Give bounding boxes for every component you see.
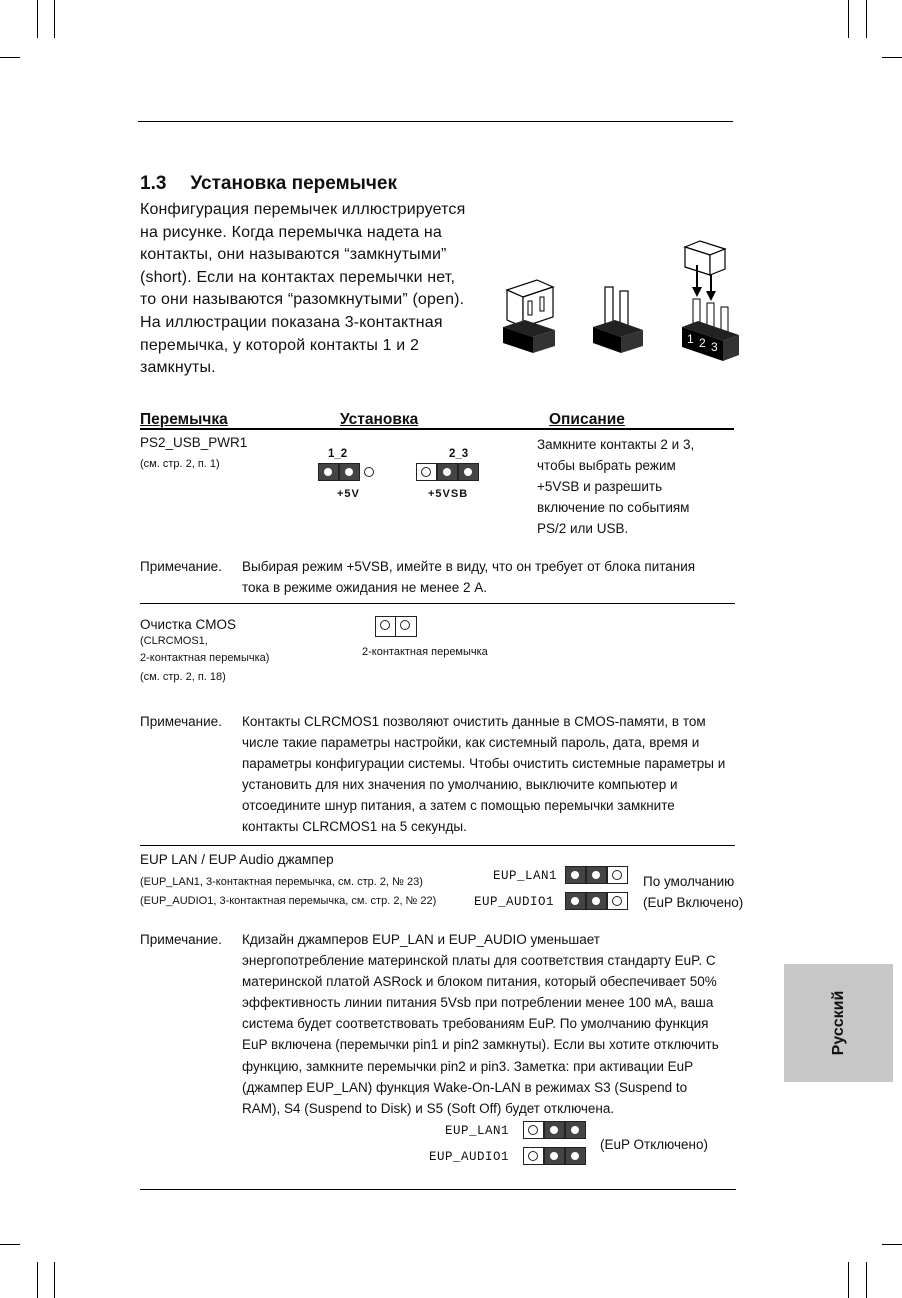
cmos-jumper xyxy=(375,616,417,637)
ps2-ref: (см. стр. 2, п. 1) xyxy=(140,458,220,470)
crop-mark xyxy=(848,1262,849,1298)
eup-default-state: (EuP Включено) xyxy=(643,895,744,910)
cmos-info: Очистка CMOS (CLRCMOS1, 2-контактная перемычка) (см. стр. 2, п. 18) xyxy=(140,617,270,683)
eup-lan-jumper-default xyxy=(565,866,628,884)
header-setting: Установка xyxy=(340,411,419,428)
jumper-figure xyxy=(495,235,745,365)
language-tab-label: Русский xyxy=(830,990,847,1056)
jumper-open-icon xyxy=(593,287,643,353)
crop-mark xyxy=(866,1262,867,1298)
three-pin-jumper-icon xyxy=(682,241,739,361)
header-jumper: Перемычка xyxy=(140,411,228,428)
crop-mark xyxy=(0,1244,20,1245)
ps2-opt1-label: 1_2 xyxy=(328,448,348,460)
language-tab xyxy=(784,964,893,1082)
ps2-opt1-jumper xyxy=(318,463,384,481)
pin-label-3: 3 xyxy=(711,340,718,354)
cmos-note-text: Контакты CLRCMOS1 позволяют очистить данные в CMOS-памяти, в том числе такие параметры настройки, как системный пароль, дата, время и параметры конфигурации системы. Чтобы очистить системные параметры и установить для них значения по умолчанию, выключите компьютер и отсоедините шнур питания, а затем с помощью перемычки замкните контакты CLRCMOS1 на 5 секунды. xyxy=(242,714,726,835)
ps2-note-text: Выбирая режим +5VSB, имейте в виду, что он требует от блока питания тока в режиме ожидания не менее 2 А. xyxy=(242,559,696,596)
eup-audio-label-disabled: EUP_AUDIO1 xyxy=(429,1150,510,1164)
ps2-opt2-value: +5VSB xyxy=(428,488,469,500)
ps2-opt2-label: 2_3 xyxy=(449,448,469,460)
header-rule xyxy=(140,428,734,430)
jumper-with-cap-icon xyxy=(503,280,555,353)
pin-label-1: 1 xyxy=(687,332,694,346)
cmos-note-label: Примечание. xyxy=(140,714,222,729)
pin-label-2: 2 xyxy=(699,336,706,350)
crop-mark xyxy=(37,1262,38,1298)
eup-audio-label: EUP_AUDIO1 xyxy=(474,895,555,909)
ps2-opt1-value: +5V xyxy=(337,488,360,500)
intro-paragraph: Конфигурация перемычек иллюстрируется на рисунке. Когда перемычка надета на контакты, они называются “замкнутыми” (short). Если на контактах перемычки нет, то они называются “разомкнутыми” (open). На иллюстрации показана 3-контактная перемычка, у которой контакты 1 и 2 замкнуты. xyxy=(140,201,466,377)
eup-ref-lan: (EUP_LAN1, 3-контактная перемычка, см. стр. 2, № 23) xyxy=(140,876,423,888)
eup-default-label: По умолчанию xyxy=(643,874,735,889)
eup-note-label: Примечание. xyxy=(140,932,222,947)
eup-title: EUP LAN / EUP Audio джампер xyxy=(140,852,334,867)
ps2-description: Замкните контакты 2 и 3, чтобы выбрать режим +5VSB и разрешить включение по событиям PS/2 или USB. xyxy=(537,437,695,537)
crop-mark xyxy=(866,0,867,38)
crop-mark xyxy=(848,0,849,38)
crop-mark xyxy=(54,0,55,38)
ps2-note-label: Примечание. xyxy=(140,559,222,574)
eup-disabled-label: (EuP Отключено) xyxy=(600,1137,708,1152)
crop-mark xyxy=(882,57,902,58)
crop-mark xyxy=(54,1262,55,1298)
ps2-opt2-jumper xyxy=(416,463,479,481)
crop-mark xyxy=(882,1244,902,1245)
ps2-jumper-name: PS2_USB_PWR1 xyxy=(140,435,248,450)
section-rule xyxy=(140,845,735,846)
crop-mark xyxy=(37,0,38,38)
eup-lan-jumper-disabled xyxy=(523,1121,586,1139)
header-description: Описание xyxy=(549,411,625,428)
crop-mark xyxy=(0,57,20,58)
cmos-caption: 2-контактная перемычка xyxy=(362,646,488,658)
eup-lan-label: EUP_LAN1 xyxy=(493,869,558,883)
top-rule xyxy=(138,121,733,122)
eup-audio-jumper-disabled xyxy=(523,1147,586,1165)
eup-audio-jumper-default xyxy=(565,892,628,910)
eup-note-text: Кдизайн джамперов EUP_LAN и EUP_AUDIO уменьшает энергопотребление материнской платы для соответствия стандарту EuP. С материнской платой ASRock и блоком питания, который обеспечивает 50% эффективность линии питания 5Vsb при потреблении менее 100 мА, ваша система будет соответствовать требованиям EuP. По умолчанию функция EuP включена (перемычки pin1 и pin2 замкнуты). Если вы хотите отключить функцию, замкните перемычки pin2 и pin3. Заметка: при активации EuP (джампер EUP_LAN) функция Wake-On-LAN в режимах S3 (Suspend to RAM), S4 (Suspend to Disk) и S5 (Soft Off) будет отключена. xyxy=(242,932,719,1116)
section-title: 1.3 Установка перемычек xyxy=(140,173,397,194)
section-rule xyxy=(140,603,735,604)
eup-lan-label-disabled: EUP_LAN1 xyxy=(445,1124,510,1138)
eup-ref-audio: (EUP_AUDIO1, 3-контактная перемычка, см. стр. 2, № 22) xyxy=(140,895,437,907)
bottom-rule xyxy=(140,1189,736,1190)
